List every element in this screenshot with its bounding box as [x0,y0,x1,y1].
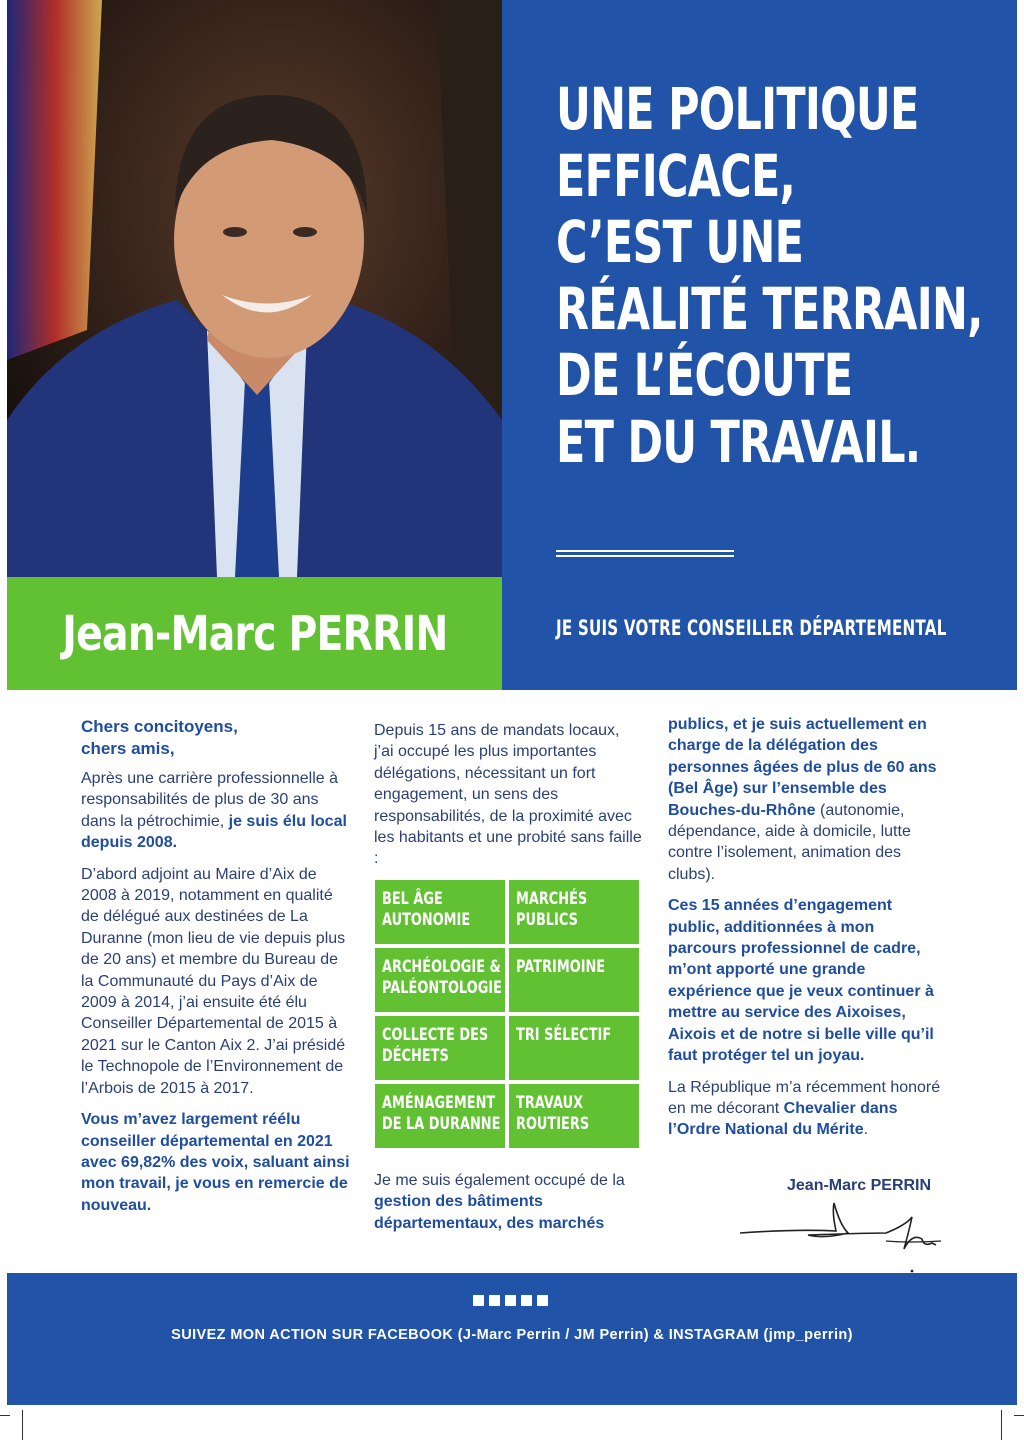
delegation-tile [375,1016,505,1080]
headline-line: DE L’ÉCOUTE [556,341,853,409]
tile-label: AMÉNAGEMENT DE LA DURANNE [382,1093,501,1134]
paragraph-bold: Vous m’avez largement réélu conseiller départemental en 2021 avec 69,82% des voix, saluant ainsi mon travail, je vous en remercie de nouveau. [81,1111,350,1214]
square-icon [521,1295,532,1306]
paragraph-bold: Chevalier dans l’Ordre National du Mérite [668,1099,898,1139]
delegation-tile [375,1084,505,1148]
delegation-tile [509,880,639,944]
delegation-tile [375,948,505,1012]
delegation-tile [375,880,505,944]
paragraph-text: Après une carrière professionnelle à responsabilités de plus de 30 ans dans la pétrochimie, [81,770,339,830]
delegation-tile [509,1084,639,1148]
footer-band [7,1273,1017,1405]
tile-label: BEL ÂGE AUTONOMIE [382,889,471,930]
paragraph-bold: publics, et je suis actuellement en charge de la délégation des personnes âgées de plus de 60 ans (Bel Âge) sur l’ensemble des Bouches-du-Rhône [668,716,937,819]
social-media-text: SUIVEZ MON ACTION SUR FACEBOOK (J-Marc Perrin / JM Perrin) & INSTAGRAM (jmp_perrin) [171,1327,853,1343]
tile-label: MARCHÉS PUBLICS [516,889,588,930]
headline-line: ET DU TRAVAIL. [556,407,921,476]
greeting [81,716,353,760]
paragraph-text: Je me suis également occupé de la [374,1172,625,1189]
decorative-squares [473,1295,548,1306]
crop-mark [1001,1410,1002,1440]
greeting-line-1: Chers concitoyens, [81,717,238,736]
square-icon [505,1295,516,1306]
crop-mark [1014,1415,1024,1416]
signer-name: Jean-Marc PERRIN [787,1177,932,1194]
headline-line: RÉALITÉ TERRAIN, [556,274,983,343]
delegation-tiles [375,880,639,1148]
headline-line: C’EST UNE [556,208,804,276]
column-2 [374,720,642,880]
candidate-name: Jean-Marc PERRIN [61,605,448,662]
paragraph-text: La République m’a récemment honoré en me décorant [668,1078,941,1117]
paragraph-bold: Ces 15 années d’engagement public, additionnées à mon parcours professionnel de cadre, m’ont apporté une grande expérience que je veux continuer à mettre au service des Aixoises, Aixois et de notre si belle ville qu’il faut protéger tel un joyau. [668,897,934,1065]
headline-line: EFFICACE, [556,141,796,210]
tile-label: TRAVAUX ROUTIERS [516,1093,590,1134]
square-icon [537,1295,548,1306]
paragraph: Depuis 15 ans de mandats locaux, j’ai occupé les plus importantes délégations, nécessitant un fort engagement, un sens des responsabilités, de la proximité avec les habitants et une probité sans faille : [374,722,642,868]
headline [556,76,1024,475]
paragraph-text: (autonomie, dépendance, aide à domicile, lutte contre l’isolement, animation des clubs). [668,801,911,883]
delegation-tile [509,948,639,1012]
tile-label: ARCHÉOLOGIE & PALÉONTOLOGIE [382,957,502,998]
headline-panel [502,0,1017,690]
name-band [7,577,502,690]
square-icon [489,1295,500,1306]
paragraph [668,714,944,885]
subtitle: JE SUIS VOTRE CONSEILLER DÉPARTEMENTAL [556,616,947,640]
paragraph-bold: gestion des bâtiments départementaux, des marchés [374,1193,605,1232]
crop-mark [22,1410,23,1440]
paragraph-end: . [863,1121,869,1139]
column-2-bottom [374,1170,644,1234]
candidate-photo [7,0,502,577]
handwritten-signature [736,1195,946,1280]
crop-mark [0,1415,10,1416]
column-3 [668,714,944,1151]
column-1 [81,716,353,1226]
square-icon [473,1295,484,1306]
delegation-tile [509,1016,639,1080]
paragraph: D’abord adjoint au Maire d’Aix de 2008 à 2019, notamment en qualité de délégué aux destinées de La Duranne (mon lieu de vie depuis plus de 20 ans) et membre du Bureau de la Communauté du Pays d’Aix de 2009 à 2014, j’ai ensuite été élu Conseiller Départemental de 2015 à 2021 sur le Canton Aix 2. J’ai présidé le Technopole de l’Environnement de l’Arbois de 2015 à 2017. [81,865,346,1097]
headline-line: UNE POLITIQUE [556,75,919,143]
double-rule-divider [556,550,734,557]
tile-label: TRI SÉLECTIF [516,1025,612,1045]
paragraph-bold: je suis élu local depuis 2008. [81,812,347,852]
tile-label: COLLECTE DES DÉCHETS [382,1025,489,1066]
greeting-line-2: chers amis, [81,739,175,758]
tile-label: PATRIMOINE [516,957,606,977]
paragraph [668,1077,944,1141]
paragraph [81,768,353,854]
